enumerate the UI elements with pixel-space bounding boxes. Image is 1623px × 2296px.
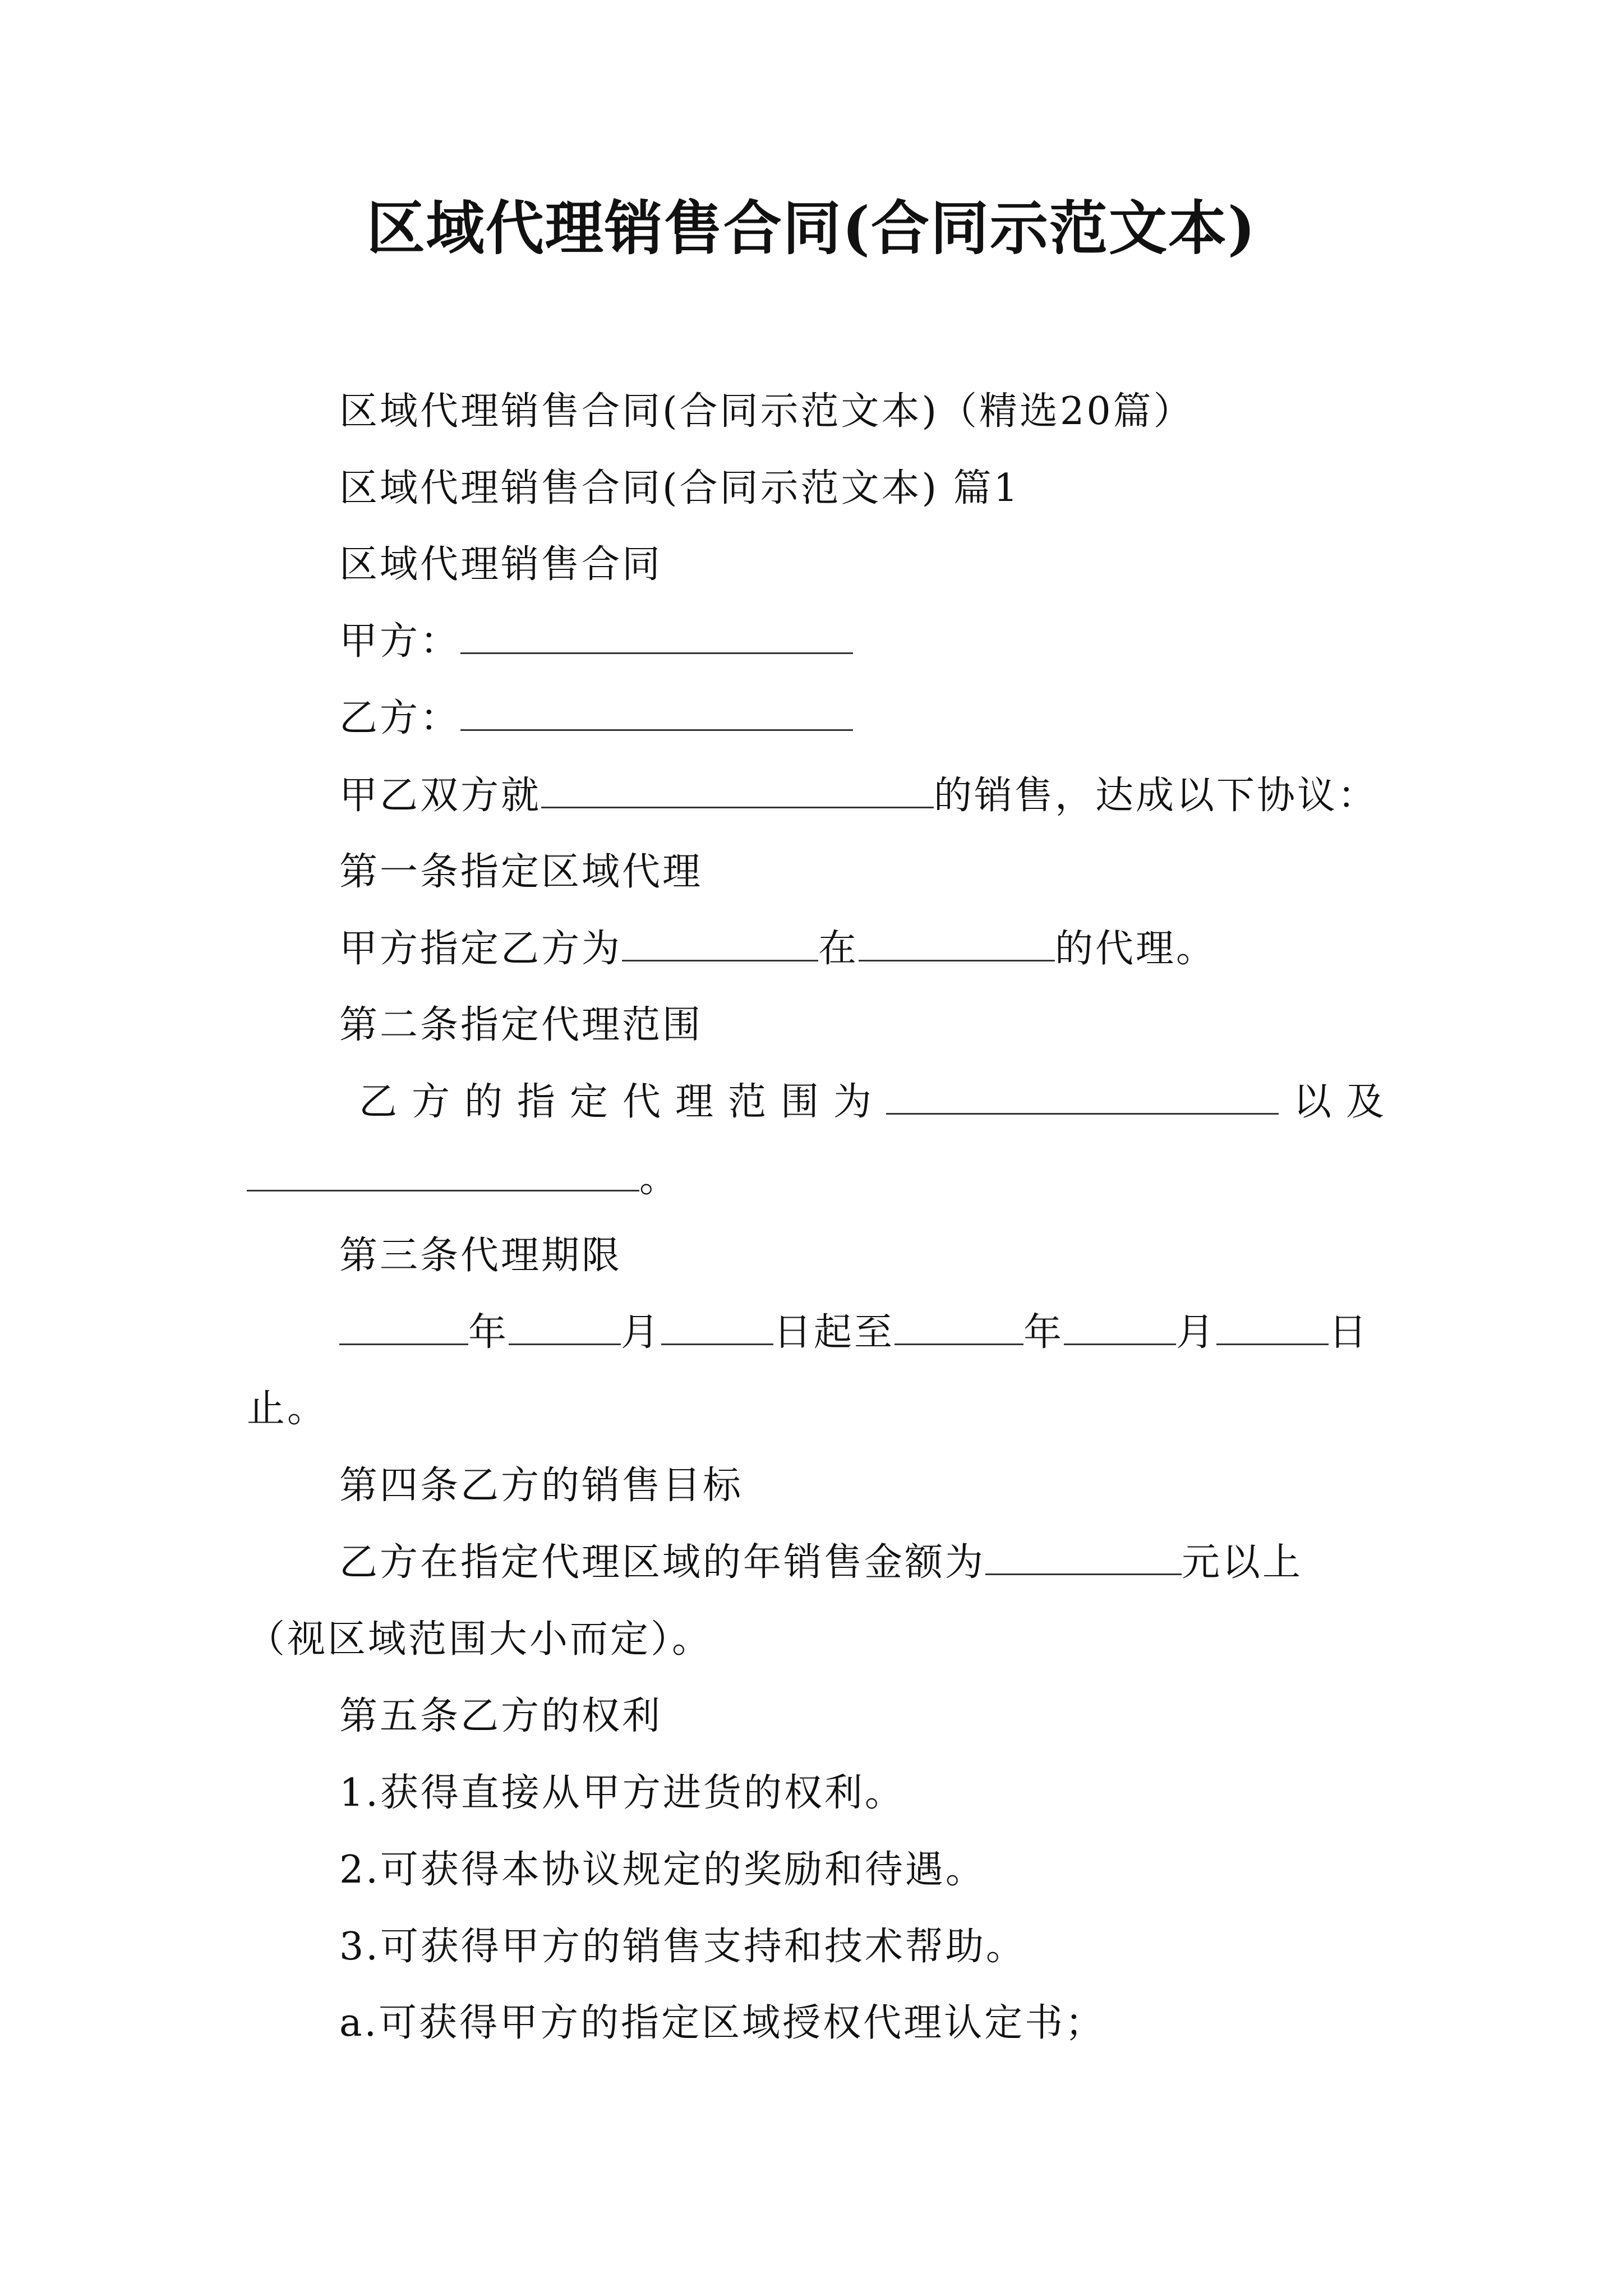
clause-3-end: 止。 <box>247 1387 328 1431</box>
region-blank <box>859 931 1055 961</box>
right-item-3a: a.可获得甲方的指定区域授权代理认定书； <box>339 2001 1106 2045</box>
clause-4-heading: 第四条乙方的销售目标 <box>339 1464 744 1508</box>
clause-1-body <box>339 927 1217 971</box>
document-title: 区域代理销售合同(合同示范文本) <box>366 194 1257 263</box>
clause-5-heading: 第五条乙方的权利 <box>339 1694 663 1738</box>
agent-type-blank <box>622 931 818 961</box>
start-day-label: 日起至 <box>773 1310 895 1355</box>
clause-1-mid: 在 <box>818 927 859 971</box>
party-a-line <box>339 619 853 664</box>
subtitle-line: 区域代理销售合同(合同示范文本)（精选20篇） <box>339 389 1194 434</box>
clause-3-body <box>339 1310 1370 1355</box>
clause-2-pre: 乙方的指定代理范围为 <box>359 1080 887 1124</box>
start-year-blank <box>339 1314 468 1345</box>
party-b-label: 乙方： <box>339 696 461 740</box>
clause-4-pre: 乙方在指定代理区域的年销售金额为 <box>339 1540 986 1585</box>
clause-1-pre: 甲方指定乙方为 <box>339 927 623 971</box>
end-year-blank <box>895 1314 1023 1345</box>
end-month-blank <box>1064 1314 1176 1345</box>
clause-2-body <box>359 1080 1399 1124</box>
party-a-label: 甲方： <box>339 619 461 664</box>
scope-blank-2 <box>247 1161 639 1191</box>
clause-1-heading: 第一条指定区域代理 <box>339 850 703 894</box>
end-day-label: 日 <box>1329 1310 1370 1355</box>
right-item-1: 1.获得直接从甲方进货的权利。 <box>339 1771 905 1815</box>
sales-amount-blank <box>985 1544 1182 1575</box>
right-item-3: 3.可获得甲方的销售支持和技术帮助。 <box>339 1925 1026 1969</box>
clause-3-heading: 第三条代理期限 <box>339 1234 623 1278</box>
end-month-label: 月 <box>1176 1310 1217 1355</box>
party-b-line <box>339 696 853 740</box>
start-month-label: 月 <box>621 1310 662 1355</box>
clause-2-heading: 第二条指定代理范围 <box>339 1003 703 1047</box>
clause-4-note: （视区域范围大小而定）。 <box>247 1617 713 1662</box>
agreement-post: 的销售，达成以下协议： <box>934 774 1378 818</box>
clause-1-post: 的代理。 <box>1055 927 1217 971</box>
end-day-blank <box>1216 1314 1329 1345</box>
clause-4-body <box>339 1540 1303 1585</box>
clause-2-continuation <box>247 1157 680 1201</box>
product-blank <box>541 777 934 808</box>
start-month-blank <box>509 1314 621 1345</box>
party-b-blank <box>460 700 853 731</box>
clause-2-end: 。 <box>639 1157 680 1201</box>
start-day-blank <box>661 1314 773 1345</box>
clause-4-post: 元以上 <box>1182 1540 1303 1585</box>
party-a-blank <box>460 623 853 654</box>
scope-blank <box>886 1084 1279 1115</box>
contract-name: 区域代理销售合同 <box>339 542 663 587</box>
right-item-2: 2.可获得本协议规定的奖励和待遇。 <box>339 1848 986 1892</box>
end-year-label: 年 <box>1023 1310 1064 1355</box>
clause-2-post: 以及 <box>1293 1080 1399 1124</box>
start-year-label: 年 <box>468 1310 509 1355</box>
agreement-line <box>339 774 1378 818</box>
agreement-pre: 甲乙双方就 <box>339 774 542 818</box>
article-heading: 区域代理销售合同(合同示范文本) 篇1 <box>339 466 1020 510</box>
